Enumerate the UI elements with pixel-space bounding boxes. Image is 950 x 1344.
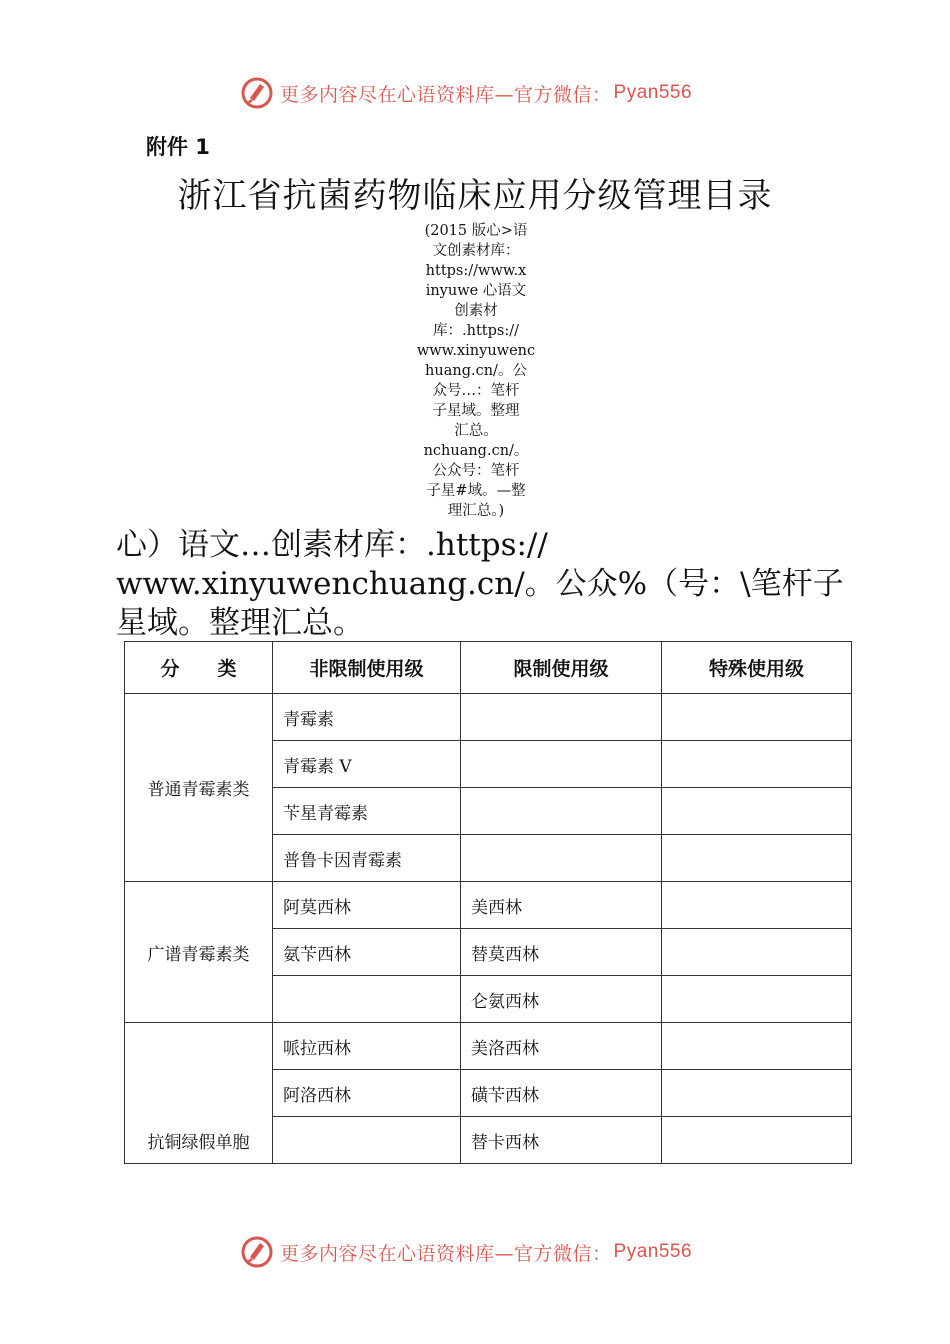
edition-line: 子星域。整理 bbox=[432, 403, 520, 419]
table-row bbox=[125, 882, 852, 929]
antibiotic-catalog-table bbox=[124, 641, 852, 1164]
special-cell bbox=[662, 694, 852, 741]
unrestricted-cell: 阿洛西林 bbox=[273, 1070, 461, 1117]
restricted-cell bbox=[461, 835, 662, 882]
table-row bbox=[125, 694, 852, 741]
edition-line: 子星#域。—整 bbox=[426, 483, 526, 499]
category-cell: 普通青霉素类 bbox=[125, 694, 273, 882]
unrestricted-cell: 氨苄西林 bbox=[273, 929, 461, 976]
watermark-handle: Pyan556 bbox=[613, 1241, 693, 1262]
restricted-cell: 替卡西林 bbox=[461, 1117, 662, 1164]
watermark-header bbox=[240, 73, 692, 113]
special-cell bbox=[662, 929, 852, 976]
table-row bbox=[125, 1023, 852, 1070]
watermark-logo-icon bbox=[240, 1235, 274, 1269]
unrestricted-cell: 青霉素 bbox=[273, 694, 461, 741]
noise-text-line: 心）语文…创素材库：.https:// bbox=[116, 527, 548, 563]
edition-line: 库：.https:// bbox=[433, 323, 519, 339]
edition-line: https://www.x bbox=[425, 263, 527, 279]
unrestricted-cell: 哌拉西林 bbox=[273, 1023, 461, 1070]
special-cell bbox=[662, 835, 852, 882]
unrestricted-cell bbox=[273, 976, 461, 1023]
table-header-row bbox=[125, 642, 852, 694]
watermark-text: 更多内容尽在心语资料库—官方微信： bbox=[280, 83, 612, 106]
attachment-label: 附件 1 bbox=[146, 135, 210, 159]
special-cell bbox=[662, 1023, 852, 1070]
watermark-handle: Pyan556 bbox=[613, 82, 693, 103]
edition-line: 文创素材库： bbox=[432, 243, 520, 259]
unrestricted-cell: 苄星青霉素 bbox=[273, 788, 461, 835]
edition-line: inyuwe 心语文 bbox=[425, 283, 527, 299]
category-cell: 广谱青霉素类 bbox=[125, 882, 273, 1023]
special-cell bbox=[662, 1117, 852, 1164]
unrestricted-cell: 阿莫西林 bbox=[273, 882, 461, 929]
noise-text-line: www.xinyuwenchuang.cn/。公众%（号：\笔杆子 bbox=[116, 566, 844, 602]
restricted-cell: 美西林 bbox=[461, 882, 662, 929]
restricted-cell: 美洛西林 bbox=[461, 1023, 662, 1070]
special-cell bbox=[662, 788, 852, 835]
unrestricted-cell: 青霉素 V bbox=[273, 741, 461, 788]
header-restricted: 限制使用级 bbox=[461, 642, 662, 694]
special-cell bbox=[662, 882, 852, 929]
watermark-footer bbox=[240, 1232, 692, 1272]
edition-line: 众号…：笔杆 bbox=[432, 383, 520, 399]
edition-line: www.xinyuwenc bbox=[416, 343, 536, 359]
document-title: 浙江省抗菌药物临床应用分级管理目录 bbox=[177, 176, 773, 216]
special-cell bbox=[662, 1070, 852, 1117]
restricted-cell bbox=[461, 788, 662, 835]
restricted-cell: 磺苄西林 bbox=[461, 1070, 662, 1117]
edition-note bbox=[414, 221, 538, 521]
watermark-logo-icon bbox=[240, 76, 274, 110]
header-special: 特殊使用级 bbox=[662, 642, 852, 694]
header-unrestricted: 非限制使用级 bbox=[273, 642, 461, 694]
edition-line: 创素材 bbox=[454, 303, 498, 319]
restricted-cell bbox=[461, 694, 662, 741]
edition-line: 公众号：笔杆 bbox=[432, 463, 520, 479]
edition-line: 汇总。 bbox=[454, 423, 498, 439]
edition-line: nchuang.cn/。 bbox=[423, 443, 529, 459]
category-cell: 抗铜绿假单胞 bbox=[125, 1023, 273, 1164]
header-category: 分 类 bbox=[125, 642, 273, 694]
edition-line: 理汇总。) bbox=[447, 503, 505, 519]
special-cell bbox=[662, 976, 852, 1023]
restricted-cell: 替莫西林 bbox=[461, 929, 662, 976]
unrestricted-cell bbox=[273, 1117, 461, 1164]
watermark-text: 更多内容尽在心语资料库—官方微信： bbox=[280, 1242, 612, 1265]
edition-line: huang.cn/。公 bbox=[425, 363, 527, 379]
restricted-cell: 仑氨西林 bbox=[461, 976, 662, 1023]
restricted-cell bbox=[461, 741, 662, 788]
noise-text-line: 星域。整理汇总。 bbox=[116, 605, 364, 641]
unrestricted-cell: 普鲁卡因青霉素 bbox=[273, 835, 461, 882]
special-cell bbox=[662, 741, 852, 788]
edition-line: (2015 版心>语 bbox=[424, 223, 528, 239]
